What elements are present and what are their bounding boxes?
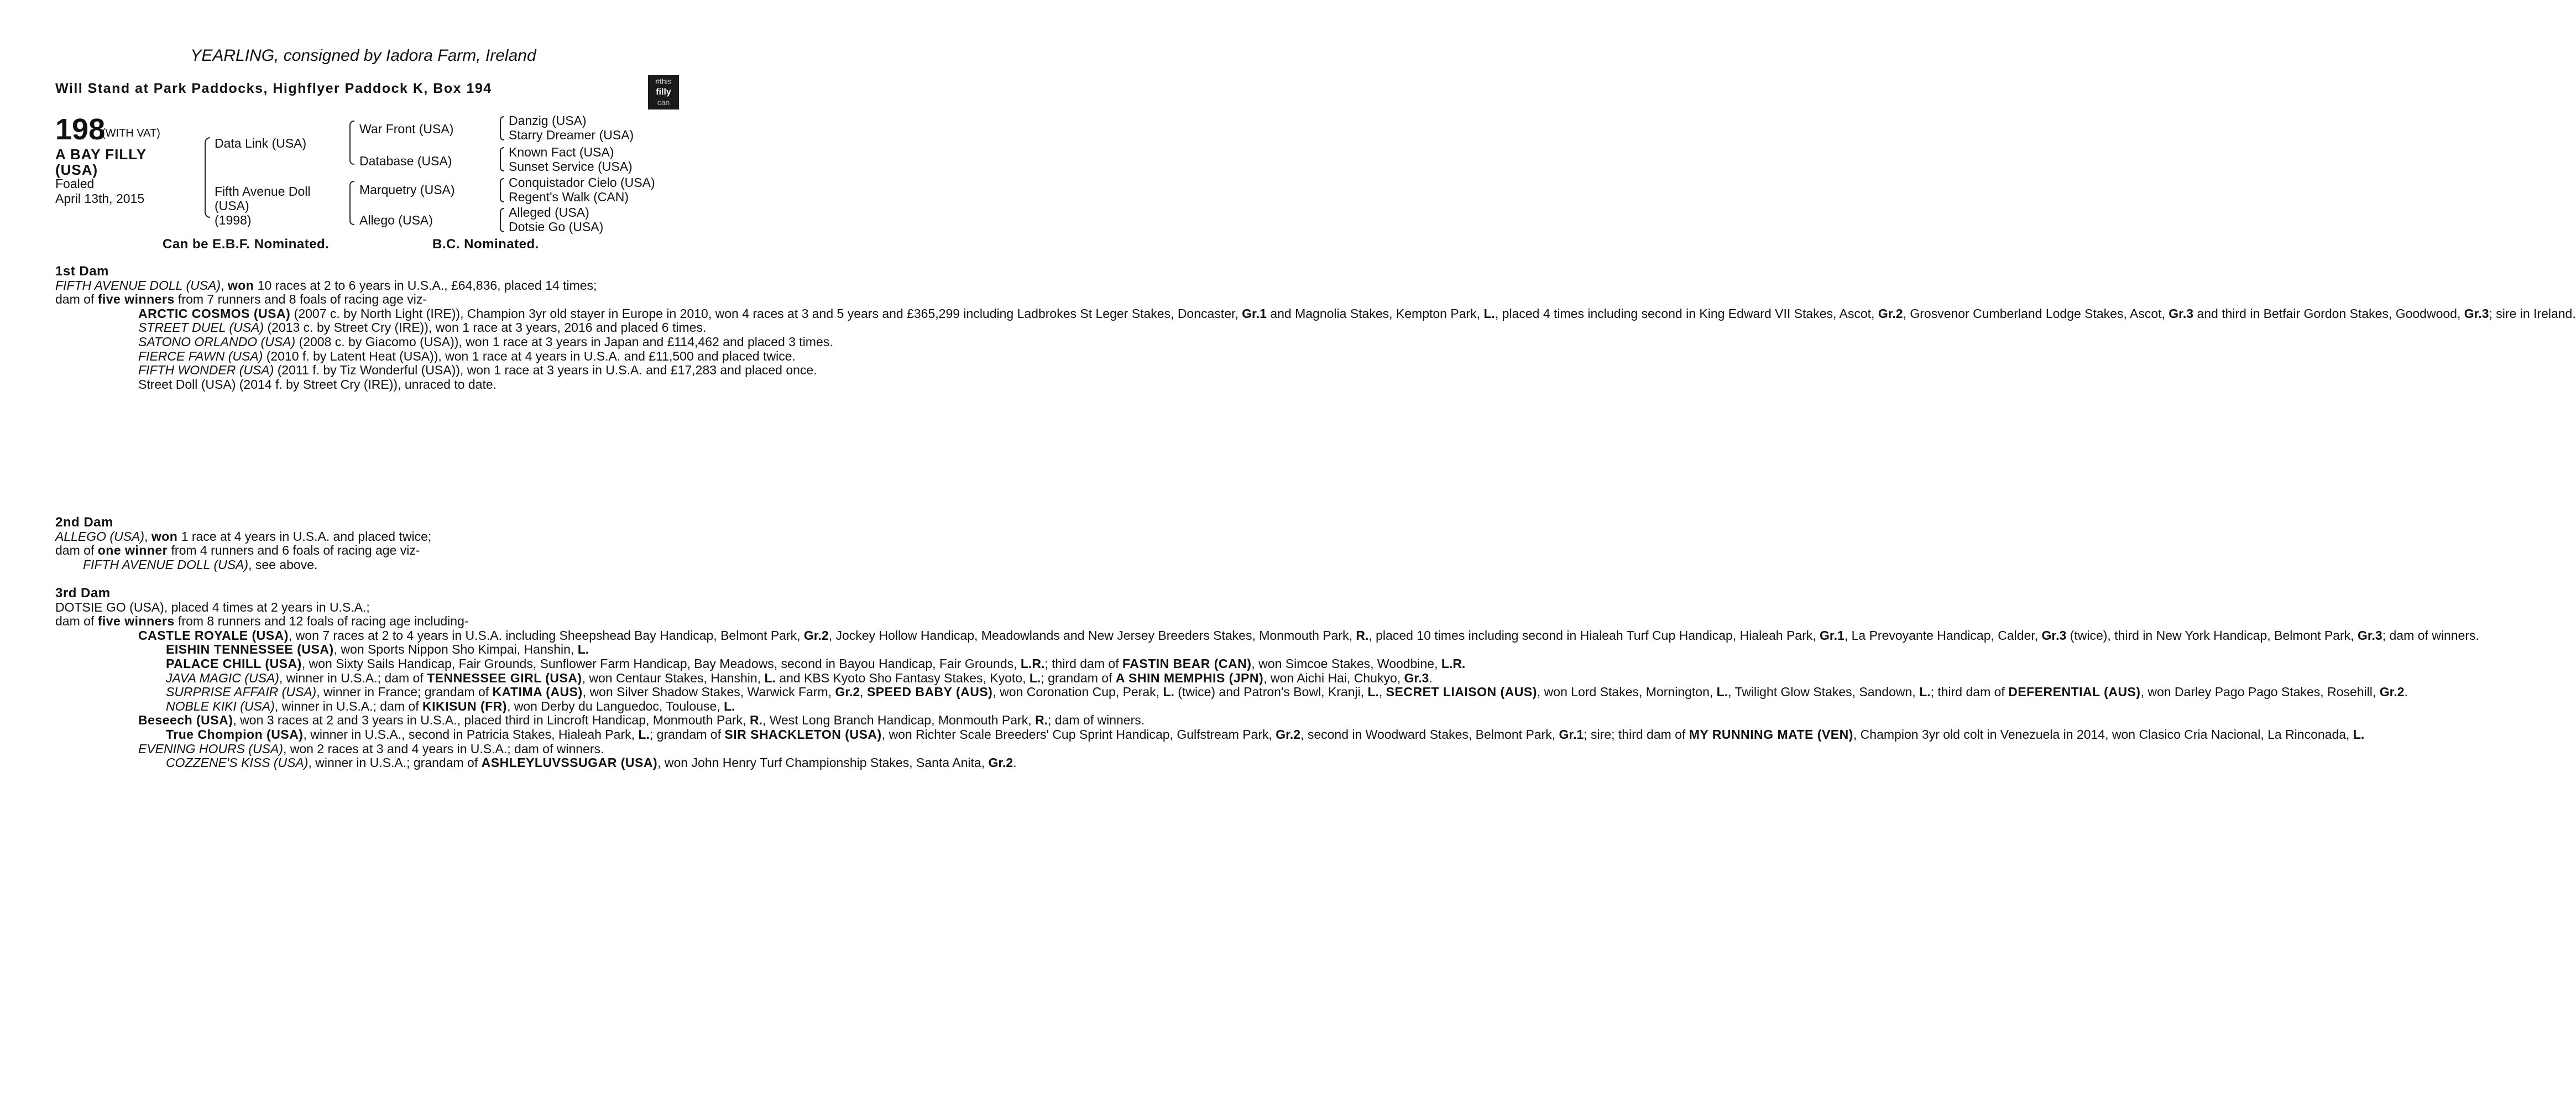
gen2-sire-dam: Database (USA) [359, 154, 452, 168]
brace-gen3-2 [500, 147, 504, 171]
produce-eishin-tennessee: EISHIN TENNESSEE (USA), won Sports Nippon Sho Kimpai, Hanshin, L. [166, 642, 589, 657]
third-dam-heading: 3rd Dam [55, 586, 111, 601]
stand-location: Will Stand at Park Paddocks, Highflyer Paddock K, Box 194 [55, 81, 492, 96]
third-dam-produce-summary: dam of five winners from 8 runners and 12 foals of racing age including- [55, 614, 469, 629]
first-dam-heading: 1st Dam [55, 264, 109, 279]
badge-line-3: can [657, 98, 670, 107]
horse-description [55, 147, 147, 178]
dam-line-2: (USA) [215, 199, 249, 213]
produce-fierce-fawn: FIERCE FAWN (USA) (2010 f. by Latent Heat (USA)), won 1 race at 4 years in U.S.A. and £11,500 and placed twice. [138, 348, 796, 363]
horse-line-1: A BAY FILLY [55, 146, 147, 163]
brace-gen2-sire [349, 121, 354, 165]
foaled-value: April 13th, 2015 [55, 191, 145, 206]
gen3-1: Danzig (USA) [509, 113, 587, 128]
produce-surprise-affair: SURPRISE AFFAIR (USA), winner in France; grandam of KATIMA (AUS), won Silver Shadow Stakes, Warwick Farm, Gr.2, SPEED BABY (AUS), won Coronation Cup, Perak, L. (twice) and Patron's Bowl, Kranji, L., SECRET LIAISON (AUS), won Lord Stakes, Mornington, L., Twilight Glow Stakes, Sandown, L.; third dam of DEFERENTIAL (AUS), won Darley Pago Pago Stakes, Rosehill, Gr.2. [166, 685, 2408, 700]
brace-gen2-dam [349, 181, 354, 225]
ebf-nomination: Can be E.B.F. Nominated. [163, 237, 330, 252]
produce-street-duel: STREET DUEL (USA) (2013 c. by Street Cry (IRE)), won 1 race at 3 years, 2016 and placed 6 times. [138, 320, 707, 335]
gen3-6: Regent's Walk (CAN) [509, 190, 629, 204]
produce-street-doll: Street Doll (USA) (2014 f. by Street Cry (IRE)), unraced to date. [138, 377, 497, 392]
brace-gen3-4 [500, 208, 504, 232]
this-filly-can-logo [648, 75, 679, 109]
second-dam-record: ALLEGO (USA), won 1 race at 4 years in U.S.A. and placed twice; [55, 529, 432, 544]
dam-line-3: (1998) [215, 213, 252, 227]
produce-fifth-avenue-doll: FIFTH AVENUE DOLL (USA), see above. [83, 557, 318, 572]
gen2-dam-sire: Marquetry (USA) [359, 182, 455, 197]
produce-palace-chill: PALACE CHILL (USA), won Sixty Sails Handicap, Fair Grounds, Sunflower Farm Handicap, Bay Meadows, second in Bayou Handicap, Fair Grounds, L.R.; third dam of FASTIN BEAR (CAN), won Simcoe Stakes, Woodbine, L.R. [166, 656, 1466, 671]
bc-nomination: B.C. Nominated. [432, 237, 539, 252]
gen3-4: Sunset Service (USA) [509, 159, 633, 174]
produce-java-magic: JAVA MAGIC (USA), winner in U.S.A.; dam of TENNESSEE GIRL (USA), won Centaur Stakes, Hanshin, L. and KBS Kyoto Sho Fantasy Stakes, Kyoto, L.; grandam of A SHIN MEMPHIS (JPN), won Aichi Hai, Chukyo, Gr.3. [166, 670, 1433, 685]
gen3-5: Conquistador Cielo (USA) [509, 175, 655, 190]
second-dam-produce-summary: dam of one winner from 4 runners and 6 foals of racing age viz- [55, 543, 420, 558]
produce-cozzenes-kiss: COZZENE'S KISS (USA), winner in U.S.A.; grandam of ASHLEYLUVSSUGAR (USA), won John Henry Turf Championship Stakes, Santa Anita, Gr.2. [166, 755, 1017, 770]
lot-number: 198 [55, 113, 106, 146]
sire: Data Link (USA) [215, 136, 307, 150]
gen3-3: Known Fact (USA) [509, 145, 614, 159]
foaled-label: Foaled [55, 176, 95, 191]
second-dam-section [55, 515, 666, 572]
produce-castle-royale: CASTLE ROYALE (USA), won 7 races at 2 to 4 years in U.S.A. including Sheepshead Bay Handicap, Belmont Park, Gr.2, Jockey Hollow Handicap, Meadowlands and New Jersey Breeders Stakes, Monmouth Park, R., placed 10 times including second in Hialeah Turf Cup Handicap, Hialeah Park, Gr.1, La Prevoyante Handicap, Calder, Gr.3 (twice), third in New York Handicap, Belmont Park, Gr.3; dam of winners. [138, 628, 2479, 643]
brace-gen1 [205, 137, 210, 218]
produce-fifth-wonder: FIFTH WONDER (USA) (2011 f. by Tiz Wonderful (USA)), won 1 race at 3 years in U.S.A. and £17,283 and placed once. [138, 363, 817, 378]
horse-line-2: (USA) [55, 161, 98, 178]
gen2-sire-sire: War Front (USA) [359, 122, 454, 136]
produce-satono-orlando: SATONO ORLANDO (USA) (2008 c. by Giacomo (USA)), won 1 race at 3 years in Japan and £114,462 and placed 3 times. [138, 334, 833, 349]
produce-noble-kiki: NOBLE KIKI (USA), winner in U.S.A.; dam of KIKISUN (FR), won Derby du Languedoc, Toulouse, L. [166, 698, 735, 713]
gen3-8: Dotsie Go (USA) [509, 220, 604, 234]
second-dam-heading: 2nd Dam [55, 515, 113, 530]
produce-evening-hours: EVENING HOURS (USA), won 2 races at 3 and 4 years in U.S.A.; dam of winners. [138, 741, 604, 756]
gen3-7: Alleged (USA) [509, 205, 589, 220]
page-header: YEARLING, consigned by Iadora Farm, Ireland [190, 46, 536, 65]
produce-arctic-cosmos: ARCTIC COSMOS (USA) (2007 c. by North Light (IRE)), Champion 3yr old stayer in Europe in 2010, won 4 races at 3 and 5 years and £365,299 including Ladbrokes St Leger Stakes, Doncaster, Gr.1 and Magnolia Stakes, Kempton Park, L., placed 4 times including second in King Edward VII Stakes, Ascot, Gr.2, Grosvenor Cumberland Lodge Stakes, Ascot, Gr.3 and third in Betfair Gordon Stakes, Goodwood, Gr.3; sire in Ireland. [138, 306, 2576, 321]
first-dam-produce-summary: dam of five winners from 7 runners and 8 foals of racing age viz- [55, 292, 427, 307]
dam-line-1: Fifth Avenue Doll [215, 184, 311, 199]
produce-beseech: Beseech (USA), won 3 races at 2 and 3 years in U.S.A., placed third in Lincroft Handicap, Monmouth Park, R., West Long Branch Handicap, Monmouth Park, R.; dam of winners. [138, 713, 1145, 728]
badge-line-1: #this [655, 77, 672, 86]
gen3-2: Starry Dreamer (USA) [509, 128, 634, 142]
gen2-dam-dam: Allego (USA) [359, 213, 433, 227]
third-dam-record: DOTSIE GO (USA), placed 4 times at 2 years in U.S.A.; [55, 599, 370, 614]
first-dam-record: FIFTH AVENUE DOLL (USA), won 10 races at 2 to 6 years in U.S.A., £64,836, placed 14 times; [55, 278, 597, 293]
badge-line-2: filly [656, 87, 671, 97]
third-dam-section [55, 586, 2479, 770]
first-dam-section [55, 264, 2576, 392]
vat-note: (WITH VAT) [102, 127, 160, 139]
brace-gen3-1 [500, 116, 504, 140]
brace-gen3-3 [500, 178, 504, 202]
produce-true-chompion: True Chompion (USA), winner in U.S.A., second in Patricia Stakes, Hialeah Park, L.; grandam of SIR SHACKLETON (USA), won Richter Scale Breeders' Cup Sprint Handicap, Gulfstream Park, Gr.2, second in Woodward Stakes, Belmont Park, Gr.1; sire; third dam of MY RUNNING MATE (VEN), Champion 3yr old colt in Venezuela in 2014, won Clasico Cria Nacional, La Rinconada, L. [166, 727, 2365, 742]
foaled-date [55, 176, 144, 206]
